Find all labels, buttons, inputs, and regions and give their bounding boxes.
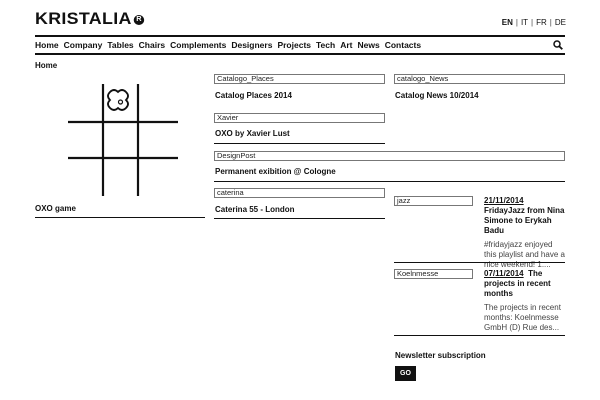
news-item[interactable] [484,269,566,333]
lang-separator: | [531,18,534,27]
nav-art[interactable]: Art [340,40,353,50]
main-nav [35,35,565,55]
lang-it[interactable]: IT [520,18,529,27]
news-title: The projects in recent months [484,269,551,298]
nav-news[interactable]: News [357,40,380,50]
news-title: FridayJazz from Nina Simone to Erykah Badu [484,206,565,235]
oxo-game-title[interactable]: OXO game [35,204,76,213]
post-title-catalog-places[interactable]: Catalog Places 2014 [215,91,292,100]
news-date: 07/11/2014 [484,269,524,278]
nav-projects[interactable]: Projects [277,40,311,50]
nav-company[interactable]: Company [63,40,103,50]
divider [214,181,565,182]
news-excerpt: The projects in recent months: Koelnmesse GmbH (D) Rue des... [484,303,561,332]
post-title-caterina-55[interactable]: Caterina 55 - London [215,205,295,214]
divider [214,143,385,144]
oxo-game-image[interactable] [66,84,180,198]
tag-caterina[interactable]: caterina [214,188,385,198]
lang-separator: | [515,18,518,27]
tag-designpost[interactable]: DesignPost [214,151,565,161]
tag-jazz[interactable]: jazz [394,196,473,206]
logo-text: KRISTALIA [35,9,132,28]
post-title-oxo-xavier-lust[interactable]: OXO by Xavier Lust [215,129,290,138]
nav-home[interactable]: Home [35,40,59,50]
post-title-permanent-exibition[interactable]: Permanent exibition @ Cologne [215,167,336,176]
news-excerpt: #fridayjazz enjoyed this playlist and have a nice weekend! 1.... [484,240,565,269]
news-heading[interactable] [484,269,566,299]
nav-designers[interactable]: Designers [231,40,273,50]
search-icon[interactable] [553,40,563,50]
newsletter-label: Newsletter subscription [395,351,486,360]
lang-de[interactable]: DE [554,18,566,27]
language-switcher [502,18,566,27]
lang-fr[interactable]: FR [536,18,547,27]
registered-mark-icon: R [134,15,145,25]
news-date: 21/11/2014 [484,196,524,205]
divider [394,335,565,336]
divider [214,218,385,219]
tag-koelnmesse[interactable]: Koelnmesse [394,269,473,279]
tag-xavier[interactable]: Xavier [214,113,385,123]
news-item[interactable] [484,196,566,270]
breadcrumb[interactable]: Home [35,61,58,70]
divider [394,262,565,263]
post-title-catalog-news[interactable]: Catalog News 10/2014 [395,91,479,100]
tag-catalogo-places[interactable]: Catalogo_Places [214,74,385,84]
kristalia-logo[interactable] [35,9,144,29]
nav-contacts[interactable]: Contacts [384,40,422,50]
lang-en[interactable]: EN [501,18,513,27]
nav-complements[interactable]: Complements [170,40,227,50]
newsletter-go-button[interactable]: GO [395,366,416,381]
lang-separator: | [549,18,552,27]
news-heading[interactable] [484,196,566,236]
nav-tech[interactable]: Tech [316,40,336,50]
tag-catalogo-news[interactable]: catalogo_News [394,74,565,84]
divider [35,217,205,218]
nav-tables[interactable]: Tables [107,40,134,50]
nav-chairs[interactable]: Chairs [138,40,166,50]
